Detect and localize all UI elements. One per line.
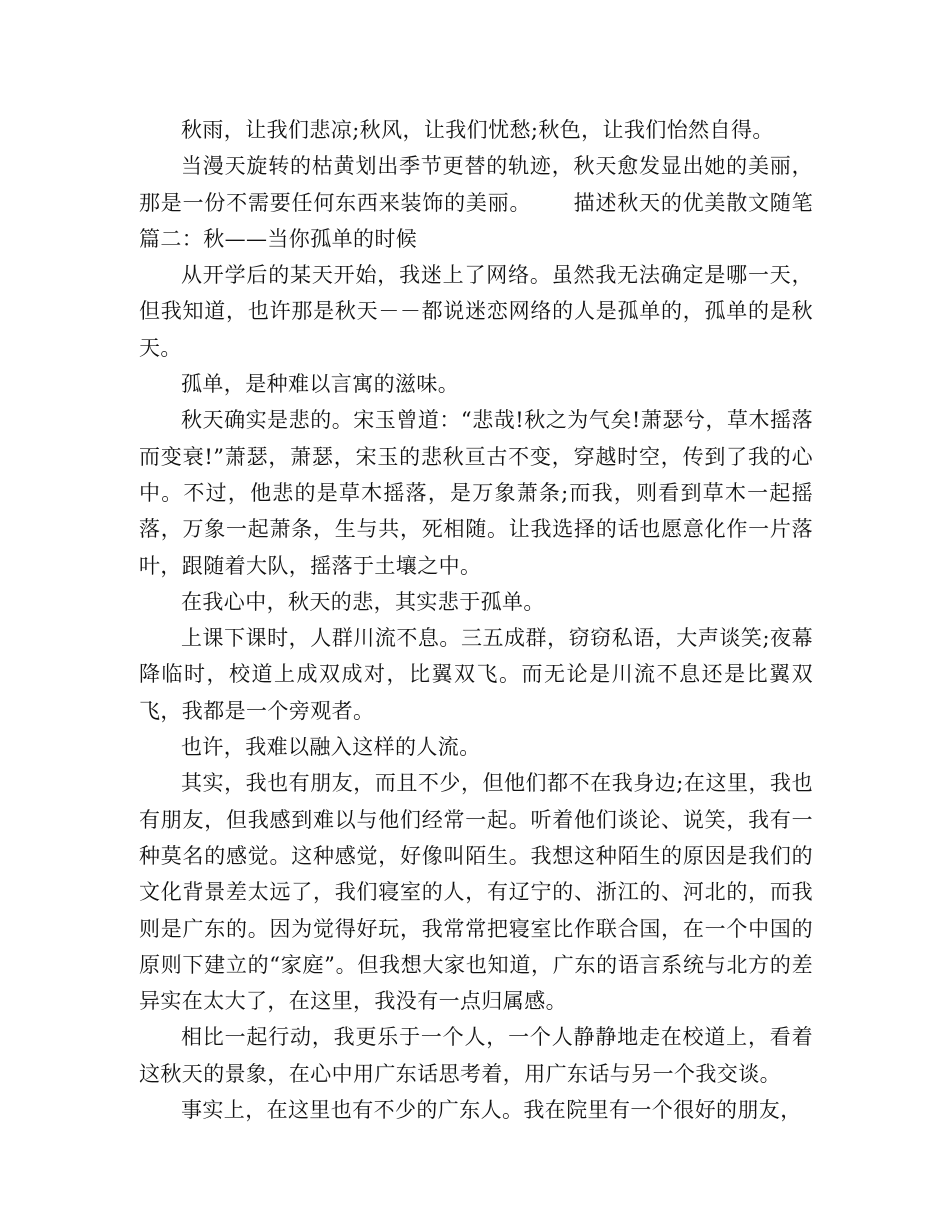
paragraph-7: 上课下课时，人群川流不息。三五成群，窃窃私语，大声谈笑;夜幕降临时，校道上成双成对，比翼双飞。而无论是川流不息还是比翼双飞，我都是一个旁观者。 bbox=[139, 626, 813, 723]
paragraph-6: 在我心中，秋天的悲，其实悲于孤单。 bbox=[181, 589, 545, 614]
paragraph-2 bbox=[139, 148, 813, 257]
document-body bbox=[139, 112, 813, 1128]
paragraph-1: 秋雨，让我们悲凉;秋风，让我们忧愁;秋色，让我们怡然自得。 bbox=[181, 118, 774, 142]
paragraph-4: 孤单，是种难以言寓的滋味。 bbox=[181, 372, 460, 397]
paragraph-11: 事实上，在这里也有不少的广东人。我在院里有一个很好的朋友， bbox=[181, 1098, 802, 1123]
paragraph-10: 相比一起行动，我更乐于一个人，一个人静静地走在校道上，看着这秋天的景象，在心中用广东话思考着，用广东话与另一个我交谈。 bbox=[139, 1025, 813, 1086]
paragraph-5: 秋天确实是悲的。宋玉曾道：“悲哉!秋之为气矣!萧瑟兮，草木摇落而变衰!”萧瑟，萧瑟，宋玉的悲秋亘古不变，穿越时空，传到了我的心中。不过，他悲的是草木摇落，是万象萧条;而我，则看到草木一起摇落，万象一起萧条，生与共，死相随。让我选择的话也愿意化作一片落叶，跟随着大队，摇落于土壤之中。 bbox=[139, 408, 813, 578]
paragraph-2-text: 当漫天旋转的枯黄划出季节更替的轨迹，秋天愈发显出她的美丽，那是一份不需要任何东西来装饰的美丽。 bbox=[139, 154, 813, 215]
section-heading: 描述秋天的优美散文随笔篇二：秋——当你孤单的时候 bbox=[139, 190, 814, 251]
paragraph-9: 其实，我也有朋友，而且不少，但他们都不在我身边;在这里，我也有朋友，但我感到难以与他们经常一起。听着他们谈论、说笑，我有一种莫名的感觉。这种感觉，好像叫陌生。我想这种陌生的原因是我们的文化背景差太远了，我们寝室的人，有辽宁的、浙江的、河北的，而我则是广东的。因为觉得好玩，我常常把寝室比作联合国，在一个中国的原则下建立的“家庭”。但我想大家也知道，广东的语言系统与北方的差异实在太大了，在这里，我没有一点归属感。 bbox=[139, 771, 813, 1014]
paragraph-3: 从开学后的某天开始，我迷上了网络。虽然我无法确定是哪一天，但我知道，也许那是秋天－－都说迷恋网络的人是孤单的，孤单的是秋天。 bbox=[139, 263, 813, 360]
paragraph-8: 也许，我难以融入这样的人流。 bbox=[181, 735, 481, 760]
